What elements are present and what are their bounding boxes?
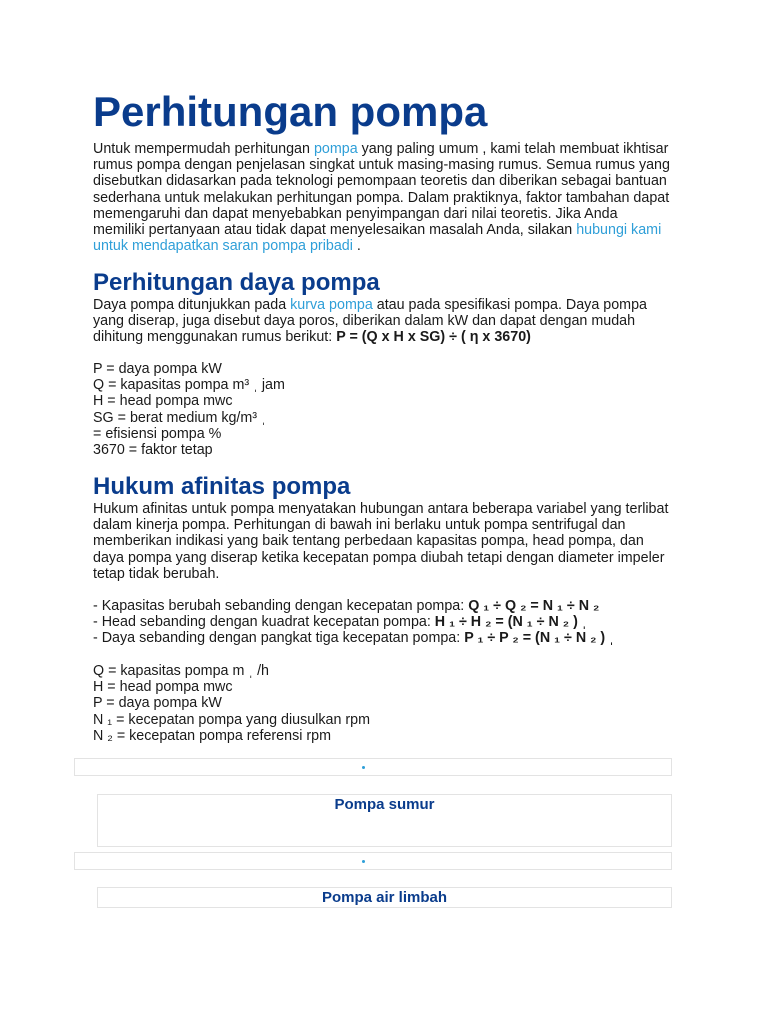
rule-text: - Kapasitas berubah sebanding dengan kecepatan pompa: bbox=[93, 598, 469, 614]
separator-bar bbox=[74, 852, 672, 870]
affinity-rules bbox=[93, 598, 673, 647]
affinity-rule bbox=[93, 598, 673, 614]
power-text-before: Daya pompa ditunjukkan pada bbox=[93, 297, 291, 313]
rule-text: - Head sebanding dengan kuadrat kecepatan pompa: bbox=[93, 614, 435, 631]
card-title[interactable]: Pompa air limbah bbox=[321, 889, 448, 906]
contact-link[interactable]: hubungi kami untuk mendapatkan saran pompa pribadi bbox=[93, 222, 662, 255]
legend-item: P = daya pompa kW bbox=[93, 695, 222, 712]
legend-item: 3670 = faktor tetap bbox=[93, 442, 213, 459]
section-heading-affinity: Hukum afinitas pompa bbox=[93, 473, 351, 500]
page-title: Perhitungan pompa bbox=[93, 88, 488, 135]
legend-item: H = head pompa mwc bbox=[93, 393, 233, 410]
pump-curve-link[interactable]: kurva pompa bbox=[290, 297, 373, 313]
legend-item: H = head pompa mwc bbox=[93, 679, 233, 696]
power-paragraph bbox=[93, 297, 673, 346]
card-pompa-sumur[interactable] bbox=[97, 794, 672, 847]
rule-text: - Daya sebanding dengan pangkat tiga kecepatan pompa: bbox=[93, 630, 465, 647]
rule-formula: P ₁ ÷ P ₂ = (N ₁ ÷ N ₂ ) ˌ bbox=[464, 630, 614, 647]
section-heading-power: Perhitungan daya pompa bbox=[93, 269, 380, 296]
intro-text-middle: yang paling umum , kami telah membuat ikhtisar rumus pompa dengan penjelasan singkat untuk masing-masing rumus. Semua rumus yang disebutkan didasarkan pada teknologi pemompaan teoretis dan diberikan sebagai bantuan sederhana untuk melakukan perhitungan pompa. Dalam praktiknya, faktor tambahan dapat memengaruhi dan dapat menyebabkan penyimpangan dari nilai teoretis. Jika Anda memiliki pertanyaan atau tidak dapat menyelesaikan masalah Anda, silakan bbox=[93, 141, 670, 239]
separator-bar bbox=[74, 758, 672, 776]
legend-item: N ₂ = kecepatan pompa referensi rpm bbox=[93, 727, 331, 744]
legend-item: = efisiensi pompa % bbox=[93, 425, 222, 442]
affinity-paragraph: Hukum afinitas untuk pompa menyatakan hubungan antara beberapa variabel yang terlibat dalam kinerja pompa. Perhitungan di bawah ini berlaku untuk pompa sentrifugal dan memberikan indikasi yang baik tentang perbedaan kapasitas pompa, head pompa, dan daya pompa yang diserap ketika kecepatan pompa diubah tetapi dengan diameter impeler tetap tidak berubah. bbox=[93, 501, 669, 582]
rule-formula: H ₁ ÷ H ₂ = (N ₁ ÷ N ₂ ) ˌ bbox=[434, 614, 587, 631]
power-formula: P = (Q x H x SG) ÷ ( η x 3670) bbox=[336, 329, 531, 346]
legend-item: P = daya pompa kW bbox=[93, 361, 222, 377]
affinity-legend bbox=[93, 663, 673, 744]
affinity-rule bbox=[93, 614, 673, 630]
intro-text-after: . bbox=[352, 238, 361, 255]
intro-paragraph bbox=[93, 141, 673, 254]
intro-text-before: Untuk mempermudah perhitungan bbox=[93, 141, 314, 157]
power-text-after: atau pada spesifikasi pompa. Daya pompa yang diserap, juga disebut daya poros, diberikan dalam kW dan dapat dengan mudah dihitung menggunakan rumus berikut: bbox=[93, 297, 647, 346]
legend-item: Q = kapasitas pompa m³ ˌ jam bbox=[93, 377, 285, 394]
bullet-dot-icon bbox=[362, 860, 365, 863]
power-legend bbox=[93, 361, 673, 458]
rule-formula: Q ₁ ÷ Q ₂ = N ₁ ÷ N ₂ bbox=[468, 598, 600, 614]
legend-item: Q = kapasitas pompa m ˌ /h bbox=[93, 663, 270, 679]
affinity-rule bbox=[93, 630, 673, 646]
pompa-link[interactable]: pompa bbox=[313, 141, 358, 157]
card-pompa-air-limbah[interactable] bbox=[97, 887, 672, 908]
legend-item: SG = berat medium kg/m³ ˌ bbox=[93, 409, 266, 426]
bullet-dot-icon bbox=[362, 766, 365, 769]
legend-item: N ₁ = kecepatan pompa yang diusulkan rpm bbox=[93, 711, 371, 728]
card-title[interactable]: Pompa sumur bbox=[334, 796, 435, 813]
